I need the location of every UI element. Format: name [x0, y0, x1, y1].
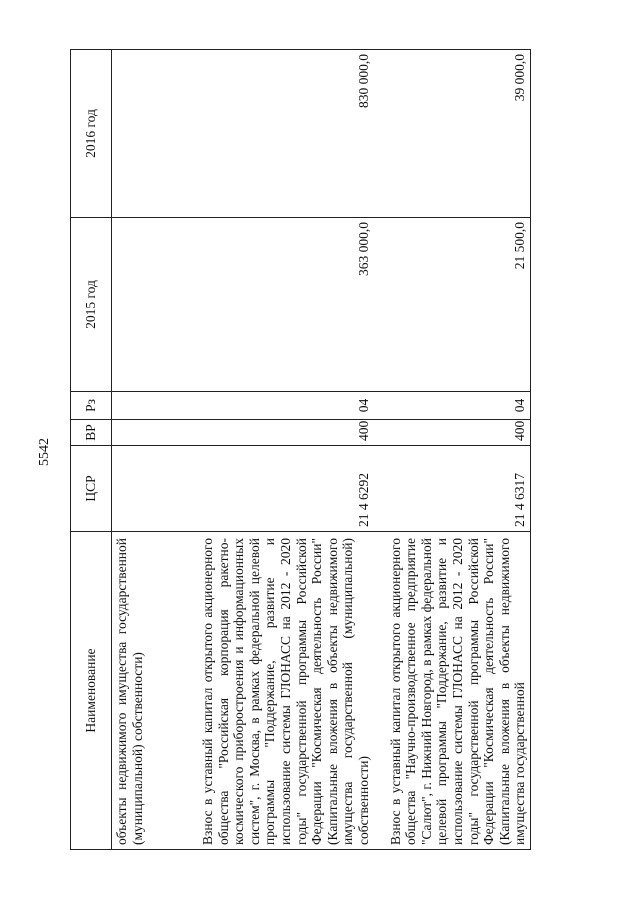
row-csr: 21 4 6317 [374, 446, 531, 532]
row-rz [112, 392, 199, 420]
table-row [112, 50, 199, 850]
row-vr [112, 420, 199, 446]
row-rz: 04 [374, 392, 531, 420]
budget-table [70, 49, 531, 850]
row-name: Взнос в уставный капитал открытого акционерного общества "Российская корпорация ракетно-космического приборостроения и информационных систем", г. Москва, в рамках федеральной целевой программы "Поддержание, развитие и использование системы ГЛОНАСС на 2012 - 2020 годы" государственной программы Российской Федерации "Космическая деятельность России" (Капитальные вложения в объекты недвижимого имущества государственной (муниципальной) собственности) [198, 532, 374, 850]
row-rz: 04 [198, 392, 374, 420]
header-2016: 2016 год [71, 50, 112, 218]
rotated-table-container [70, 50, 600, 850]
row-vr: 400 [374, 420, 531, 446]
header-name: Наименование [71, 532, 112, 850]
row-csr [112, 446, 199, 532]
row-2015: 363 000,0 [198, 218, 374, 392]
table-row [374, 50, 531, 850]
header-csr: ЦСР [71, 446, 112, 532]
table-header-row [71, 50, 112, 850]
row-name: объекты недвижимого имущества государственной (муниципальной) собственности) [112, 532, 199, 850]
row-2015: 21 500,0 [374, 218, 531, 392]
row-vr: 400 [198, 420, 374, 446]
row-2016: 39 000,0 [374, 50, 531, 218]
header-rz: Рз [71, 392, 112, 420]
header-vr: ВР [71, 420, 112, 446]
row-2015 [112, 218, 199, 392]
row-2016: 830 000,0 [198, 50, 374, 218]
row-2016 [112, 50, 199, 218]
page-number: 5542 [37, 438, 52, 466]
row-name: Взнос в уставный капитал открытого акционерного общества "Научно-производственное предприятие "Салют", г. Нижний Новгород, в рамках федеральной целевой программы "Поддержание, развитие и использование системы ГЛОНАСС на 2012 - 2020 годы" государственной программы Российской Федерации "Космическая деятельность России" (Капитальные вложения в объекты недвижимого имущества государственной [374, 532, 531, 850]
table-row [198, 50, 374, 850]
row-csr: 21 4 6292 [198, 446, 374, 532]
header-2015: 2015 год [71, 218, 112, 392]
